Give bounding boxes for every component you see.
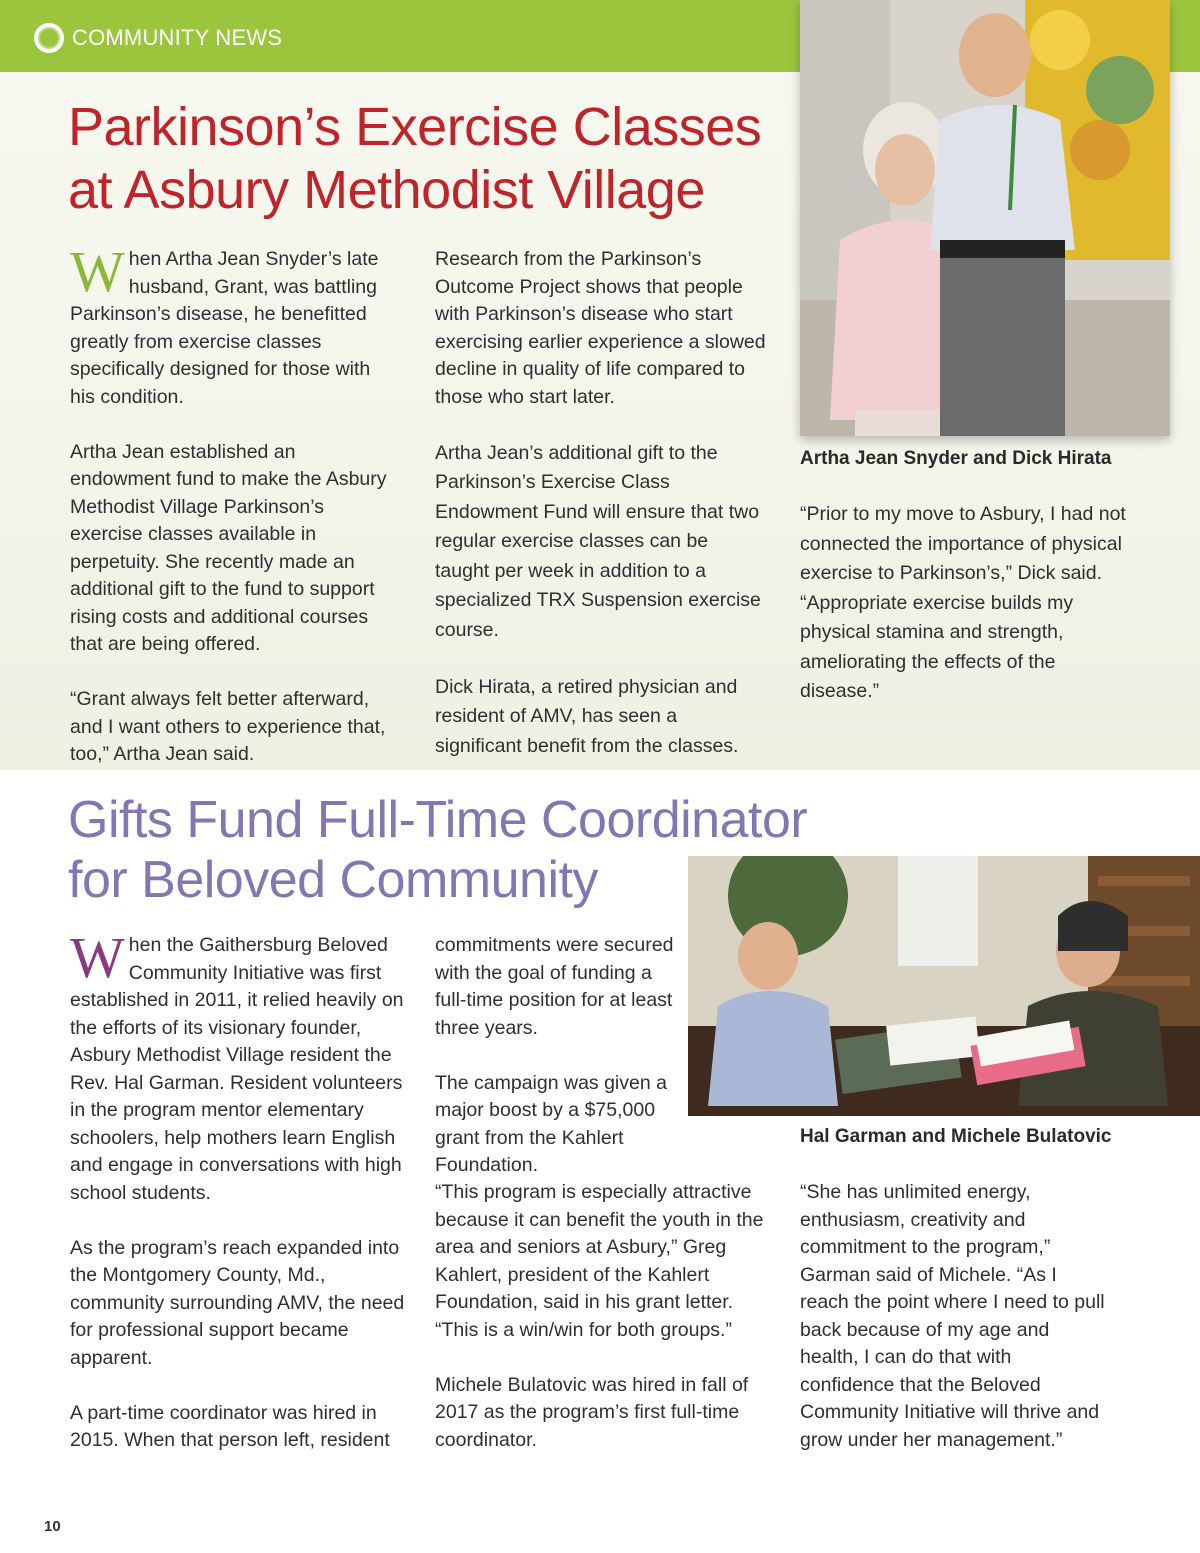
article1-paragraph: Dick Hirata, a retired physician and resident of AMV, has seen a significant benefit from the classes. xyxy=(435,675,739,757)
article2-paragraph: When the Gaithersburg Beloved Community Initiative was first established in 2011, it relied heavily on the efforts of its visionary founder, Asbury Methodist Village resident the Rev. Hal Garman. Resident volunteers in the program mentor elementary schoolers, help mothers learn English and engage in conversations with high school students. xyxy=(70,925,404,1204)
photo-caption: Hal Garman and Michele Bulatovic xyxy=(800,1126,1112,1147)
article1-paragraph: “Prior to my move to Asbury, I had not connected the importance of physical exercise to Parkinson’s,” Dick said. “Appropriate exercise builds my physical stamina and strength, ameliorating the effects of the disease.” xyxy=(800,503,1126,702)
photo-garman-bulatovic-image xyxy=(688,856,1200,1116)
article2-paragraph: A part-time coordinator was hired in 2015. When that person left, resident xyxy=(70,1401,390,1451)
article2-column-1 xyxy=(70,925,405,1455)
section-label-text: COMMUNITY NEWS xyxy=(72,25,283,50)
article1-paragraph: Artha Jean established an endowment fund to make the Asbury Methodist Village Parkinson’s exercise classes available in perpetuity. She recently made an additional gift to the fund to support rising costs and additional courses that are being offered. xyxy=(70,440,387,655)
article2-paragraph: As the program’s reach expanded into the Montgomery County, Md., community surrounding AMV, the need for professional support became apparent. xyxy=(70,1236,405,1369)
article1-paragraph: Research from the Parkinson’s Outcome Project shows that people with Parkinson’s disease who start exercising earlier experience a slowed decline in quality of life compared to those who start later. xyxy=(435,248,766,408)
page-number: 10 xyxy=(44,1518,61,1535)
article1-paragraph: Artha Jean’s additional gift to the Parkinson’s Exercise Class Endowment Fund will ensure that two regular exercise classes can be taught per week in addition to a specialized TRX Suspension exercise course. xyxy=(435,441,761,641)
photo-caption: Artha Jean Snyder and Dick Hirata xyxy=(800,448,1112,469)
article2-paragraph: Michele Bulatovic was hired in fall of 2017 as the program’s first full-time coordinator. xyxy=(435,1373,749,1451)
photo-garman-bulatovic xyxy=(688,856,1200,1116)
article1-column-2 xyxy=(435,246,767,761)
article2-column-2b xyxy=(435,1179,765,1454)
dropcap: W xyxy=(70,925,125,990)
article2-column-2a xyxy=(435,932,685,1180)
article1-title: Parkinson’s Exercise Classes at Asbury Methodist Village xyxy=(68,97,762,220)
article2-paragraph: “She has unlimited energy, enthusiasm, creativity and commitment to the program,” Garman said of Michele. “As I reach the point where I need to pull back because of my age and health, I can do that with confidence that the Beloved Community Initiative will thrive and grow under her management.” xyxy=(800,1181,1105,1451)
article1-column-3 xyxy=(800,500,1130,707)
section-label xyxy=(34,22,282,54)
article2-paragraph: The campaign was given a major boost by a $75,000 grant from the Kahlert Foundation. xyxy=(435,1071,667,1176)
article1-paragraph: “Grant always felt better afterward, and I want others to experience that, too,” Artha Jean said. xyxy=(70,688,386,765)
article2-paragraph: “This program is especially attractive because it can benefit the youth in the area and seniors at Asbury,” Greg Kahlert, president of the Kahlert Foundation, said in his grant letter. “This is a win/win for both groups.” xyxy=(435,1181,764,1341)
article2-title: Gifts Fund Full-Time Coordinator for Beloved Community xyxy=(68,791,808,910)
article1-column-1 xyxy=(70,239,390,769)
ring-logo-icon xyxy=(34,23,64,53)
article2-paragraph: commitments were secured with the goal of funding a full-time position for at least three years. xyxy=(435,934,674,1039)
dropcap: W xyxy=(70,239,125,304)
photo-snyder-hirata xyxy=(800,0,1170,436)
article2-column-3 xyxy=(800,1179,1110,1454)
article1-paragraph: When Artha Jean Snyder’s late husband, Grant, was battling Parkinson’s disease, he benefitted greatly from exercise classes specifically designed for those with his condition. xyxy=(70,239,379,408)
photo-snyder-hirata-image xyxy=(800,0,1170,436)
